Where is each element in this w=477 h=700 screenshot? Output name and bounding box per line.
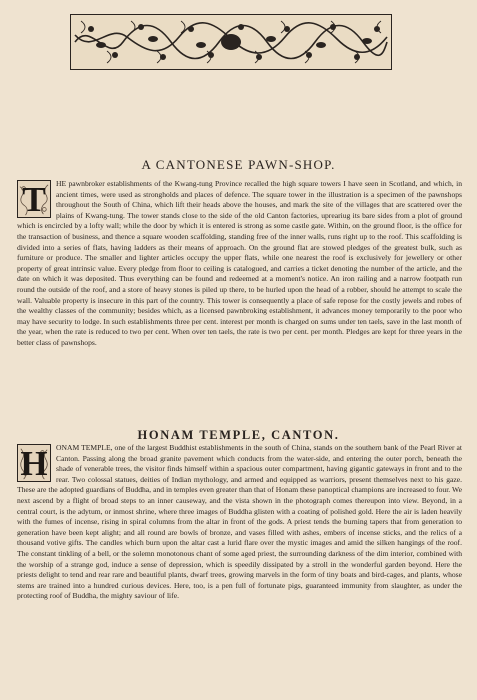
article-title-honam-temple: HONAM TEMPLE, CANTON. <box>137 428 340 443</box>
drop-cap-letter: T <box>22 180 46 219</box>
article-title-pawn-shop: A CANTONESE PAWN-SHOP. <box>141 156 336 172</box>
article-body-text: HE pawnbroker establishments of the Kwang-tung Province recalled the high square towers I have seen in Scotland, and which, in ancient times, were used as strongholds and places of defence. The square tower in the illustration is a specimen of the pawnshops throughout the South of China, which lift their heads above the houses, and mark the site of the villages that are scattered over the plains of Kwang-tung. The tower stands close to the side of the old Canton factories, upreariug its bare sides from a plot of ground which is encircled by a lofty wall; while the door by which it is entered is strong as some castle gate. Within, on the ground floor, is the office for the transaction of business, and thence a square wooden scaffolding, standing free of the inner walls, runs right up to the roof. This scaffolding is divided into a series of flats, having ladders as their means of approach. On the ground flat are stowed pledges of the greatest bulk, such as furniture or produce. The smaller and lighter articles occupy the upper flats, while one nearest the roof is exclusively for jewellery or other property of great intrinsic value. Every pledge from floor to ceiling is catalogued, and carries a ticket denoting the number of the article, and the date on which it was deposited. Thus everything can be found and redeemed at a moment's notice. An iron railing and a narrow footpath run round the outside of the roof, and a store of heavy stones is piled up there, to be hurled upon the head of a robber, should he attempt to scale the wall. Valuable property is insecure in this part of the country. This tower is consequently a place of safe repose for the costly jewels and robes of the wealthy classes of the community; besides which, as a licensed pawnbroking establishment, it advances money temporarily to the poor who may have security to lodge. In such establishments three per cent. interest per month is charged on sums under ten taels, save in the last month of the year, when the rate is reduced to two per cent. When over ten taels, the rate is two per cent. per month. Pledges are kept for three years in the better class of pawnshops. <box>17 179 462 347</box>
ornamental-header-banner <box>70 14 392 70</box>
drop-cap-t <box>17 180 51 218</box>
article-body-pawn-shop <box>17 179 462 349</box>
drop-cap-letter: H <box>20 444 48 483</box>
article-body-text: ONAM TEMPLE, one of the largest Buddhist establishments in the south of China, stands on the southern bank of the Pearl River at Canton. Passing along the broad granite pavement which conducts from the water-side, and entering the outer porch, beneath the shade of venerable trees, the visitor finds himself within a spacious outer compartment, having gigantic gateways in front and to the rear. Two colossal statues, deities of Indian mythology, and armed and equipped as warriors, present themselves next to his gaze. These are the adopted guardians of Buddha, and in temples even greater than that of Honam these panoptical champions are increased to four. We next ascend by a flight of broad steps to an inner causeway, and the vista shown in the photograph comes thereupon into view. Beyond, in a central court, is the adytum, or inmost shrine, where three images of Buddha glisten with a coating of polished gold. Here the air is laden heavily with the fumes of incense, rising in spiral columns from the altar in front of the gods. A priest tends the burning tapers that from generation to generation have been kept alight; and all round are bowls of bronze, and vases filled with ashes, embers of incense sticks, and the relics of a thousand votive gifts. The candles which burn upon the altar cast a lurid flare over the mystic images and amid the silken hangings of the roof. The constant tinkling of a bell, or the solemn monotonous chant of some aged priest, the surrounding darkness of the dim interior, combined with the worship of a strange god, induce a sense of depression, which is speedily dissipated by a stroll in the wonderful garden beyond. Here the priests delight to tend and rear rare and beautiful plants, dwarf trees, growing marvels in the form of tiny boats and bird-cages, and plants, whose stems are trained into a hundred curious devices. Here, too, is a pen full of fortunate pigs, guaranteed immunity from slaughter, as under the protecting roof of Buddha, the mighty saviour of life. <box>17 443 462 601</box>
article-body-honam-temple <box>17 443 462 602</box>
drop-cap-h <box>17 444 51 482</box>
